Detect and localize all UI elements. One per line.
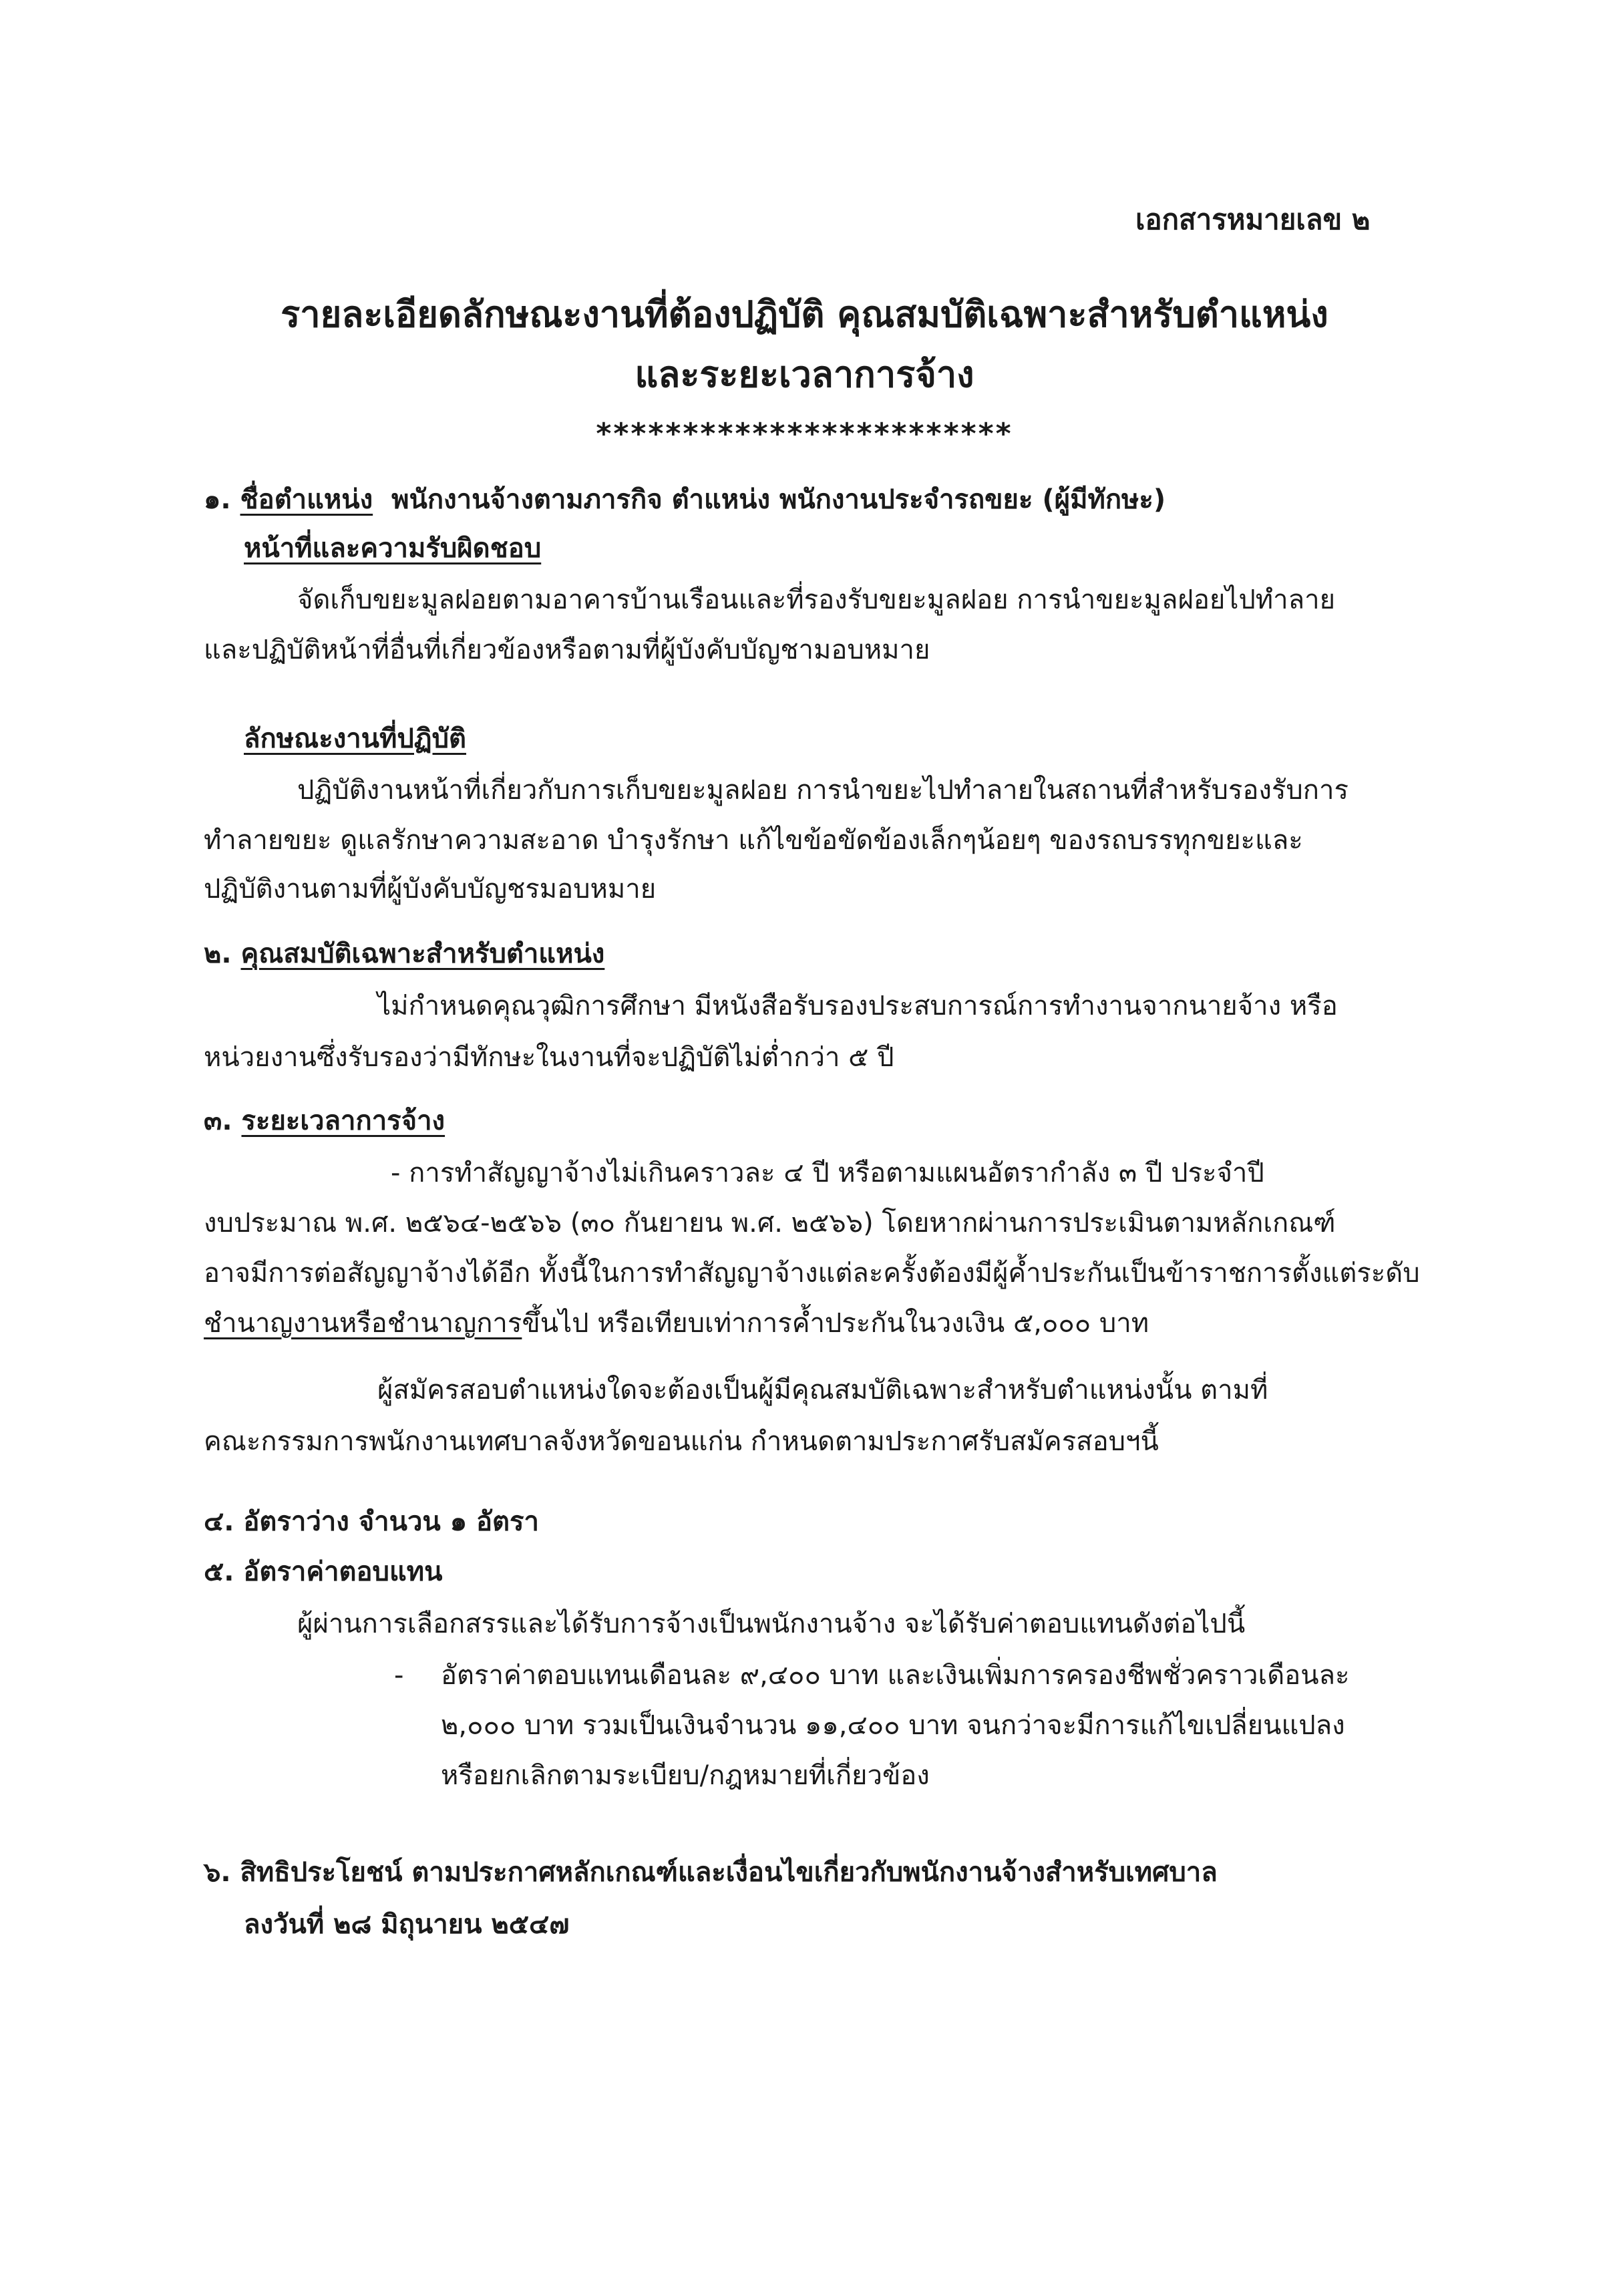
section-5-line-1: อัตราค่าตอบแทนเดือนละ ๙,๔๐๐ บาท และเงินเพิ่มการครองชีพชั่วคราวเดือนละ [441,1660,1350,1691]
section-2-heading-line [204,939,604,969]
section-5-bullet: - [394,1660,404,1691]
title-line-1: รายละเอียดลักษณะงานที่ต้องปฏิบัติ คุณสมบัติเฉพาะสำหรับตำแหน่ง [281,293,1328,335]
section-2-line-1: ไม่กำหนดคุณวุฒิการศึกษา มีหนังสือรับรองประสบการณ์การทำงานจากนายจ้าง หรือ [377,991,1338,1021]
document-reference: เอกสารหมายเลข ๒ [1135,203,1371,236]
section-1-heading-line [204,484,1166,515]
section-2-number: ๒. [204,939,232,969]
section-5-intro: ผู้ผ่านการเลือกสรรและได้รับการจ้างเป็นพนักงานจ้าง จะได้รับค่าตอบแทนดังต่อไปนี้ [297,1609,1246,1639]
work-line-3: ปฏิบัติงานตามที่ผู้บังคับบัญชรมอบหมาย [204,874,657,905]
duty-line-2: และปฏิบัติหน้าที่อื่นที่เกี่ยวข้องหรือตามที่ผู้บังคับบัญชามอบหมาย [204,635,930,665]
section-6-line-2: ลงวันที่ ๒๘ มิถุนายน ๒๕๔๗ [244,1909,570,1940]
section-6-line-1: ๖. สิทธิประโยชน์ ตามประกาศหลักเกณฑ์และเงื่อนไขเกี่ยวกับพนักงานจ้างสำหรับเทศบาล [204,1857,1218,1888]
title-separator: ************************ [596,417,1013,451]
section-3-heading: ระยะเวลาการจ้าง [241,1106,445,1136]
work-line-1: ปฏิบัติงานหน้าที่เกี่ยวกับการเก็บขยะมูลฝอย การนำขยะไปทำลายในสถานที่สำหรับรองรับการ [297,775,1349,806]
section-3-rank-underlined: ชำนาญงานหรือชำนาญการ [204,1308,522,1339]
section-3-number: ๓. [204,1106,232,1136]
section-2-heading: คุณสมบัติเฉพาะสำหรับตำแหน่ง [240,939,605,969]
section-3-line-2: งบประมาณ พ.ศ. ๒๕๖๔-๒๕๖๖ (๓๐ กันยายน พ.ศ. ๒๕๖๖) โดยหากผ่านการประเมินตามหลักเกณฑ์ [204,1208,1336,1239]
section-5-heading: ๕. อัตราค่าตอบแทน [204,1556,443,1587]
section-3-line-4-rest: ขึ้นไป หรือเทียบเท่าการค้ำประกันในวงเงิน ๕,๐๐๐ บาท [522,1308,1149,1339]
title-line-2: และระยะเวลาการจ้าง [635,353,974,395]
section-3-paragraph-2-line-2: คณะกรรมการพนักงานเทศบาลจังหวัดขอนแก่น กำหนดตามประกาศรับสมัครสอบฯนี้ [204,1426,1159,1457]
section-1-heading: ชื่อตำแหน่ง [240,484,373,515]
work-line-2: ทำลายขยะ ดูแลรักษาความสะอาด บำรุงรักษา แก้ไขข้อขัดข้องเล็กๆน้อยๆ ของรถบรรทุกขยะและ [204,825,1303,856]
work-heading: ลักษณะงานที่ปฏิบัติ [244,723,467,754]
duty-heading: หน้าที่และความรับผิดชอบ [244,533,542,564]
section-2-line-2: หน่วยงานซึ่งรับรองว่ามีทักษะในงานที่จะปฏิบัติไม่ต่ำกว่า ๕ ปี [204,1042,894,1073]
section-4-vacancy: ๔. อัตราว่าง จำนวน ๑ อัตรา [204,1506,539,1537]
duty-line-1: จัดเก็บขยะมูลฝอยตามอาคารบ้านเรือนและที่รองรับขยะมูลฝอย การนำขยะมูลฝอยไปทำลาย [297,585,1336,615]
section-3-line-4 [204,1308,1149,1339]
section-3-line-1: - การทำสัญญาจ้างไม่เกินคราวละ ๔ ปี หรือตามแผนอัตรากำลัง ๓ ปี ประจำปี [391,1158,1264,1188]
section-3-line-3: อาจมีการต่อสัญญาจ้างได้อีก ทั้งนี้ในการทำสัญญาจ้างแต่ละครั้งต้องมีผู้ค้ำประกันเป็นข้าราชการตั้งแต่ระดับ [204,1258,1420,1289]
section-5-line-3: หรือยกเลิกตามระเบียบ/กฎหมายที่เกี่ยวข้อง [441,1760,930,1791]
section-3-heading-line [204,1106,445,1136]
section-1-position: พนักงานจ้างตามภารกิจ ตำแหน่ง พนักงานประจำรถขยะ (ผู้มีทักษะ) [391,484,1166,515]
section-3-paragraph-2-line-1: ผู้สมัครสอบตำแหน่งใดจะต้องเป็นผู้มีคุณสมบัติเฉพาะสำหรับตำแหน่งนั้น ตามที่ [377,1375,1268,1406]
section-1-number: ๑. [204,484,231,515]
section-5-line-2: ๒,๐๐๐ บาท รวมเป็นเงินจำนวน ๑๑,๔๐๐ บาท จนกว่าจะมีการแก้ไขเปลี่ยนแปลง [441,1710,1345,1741]
